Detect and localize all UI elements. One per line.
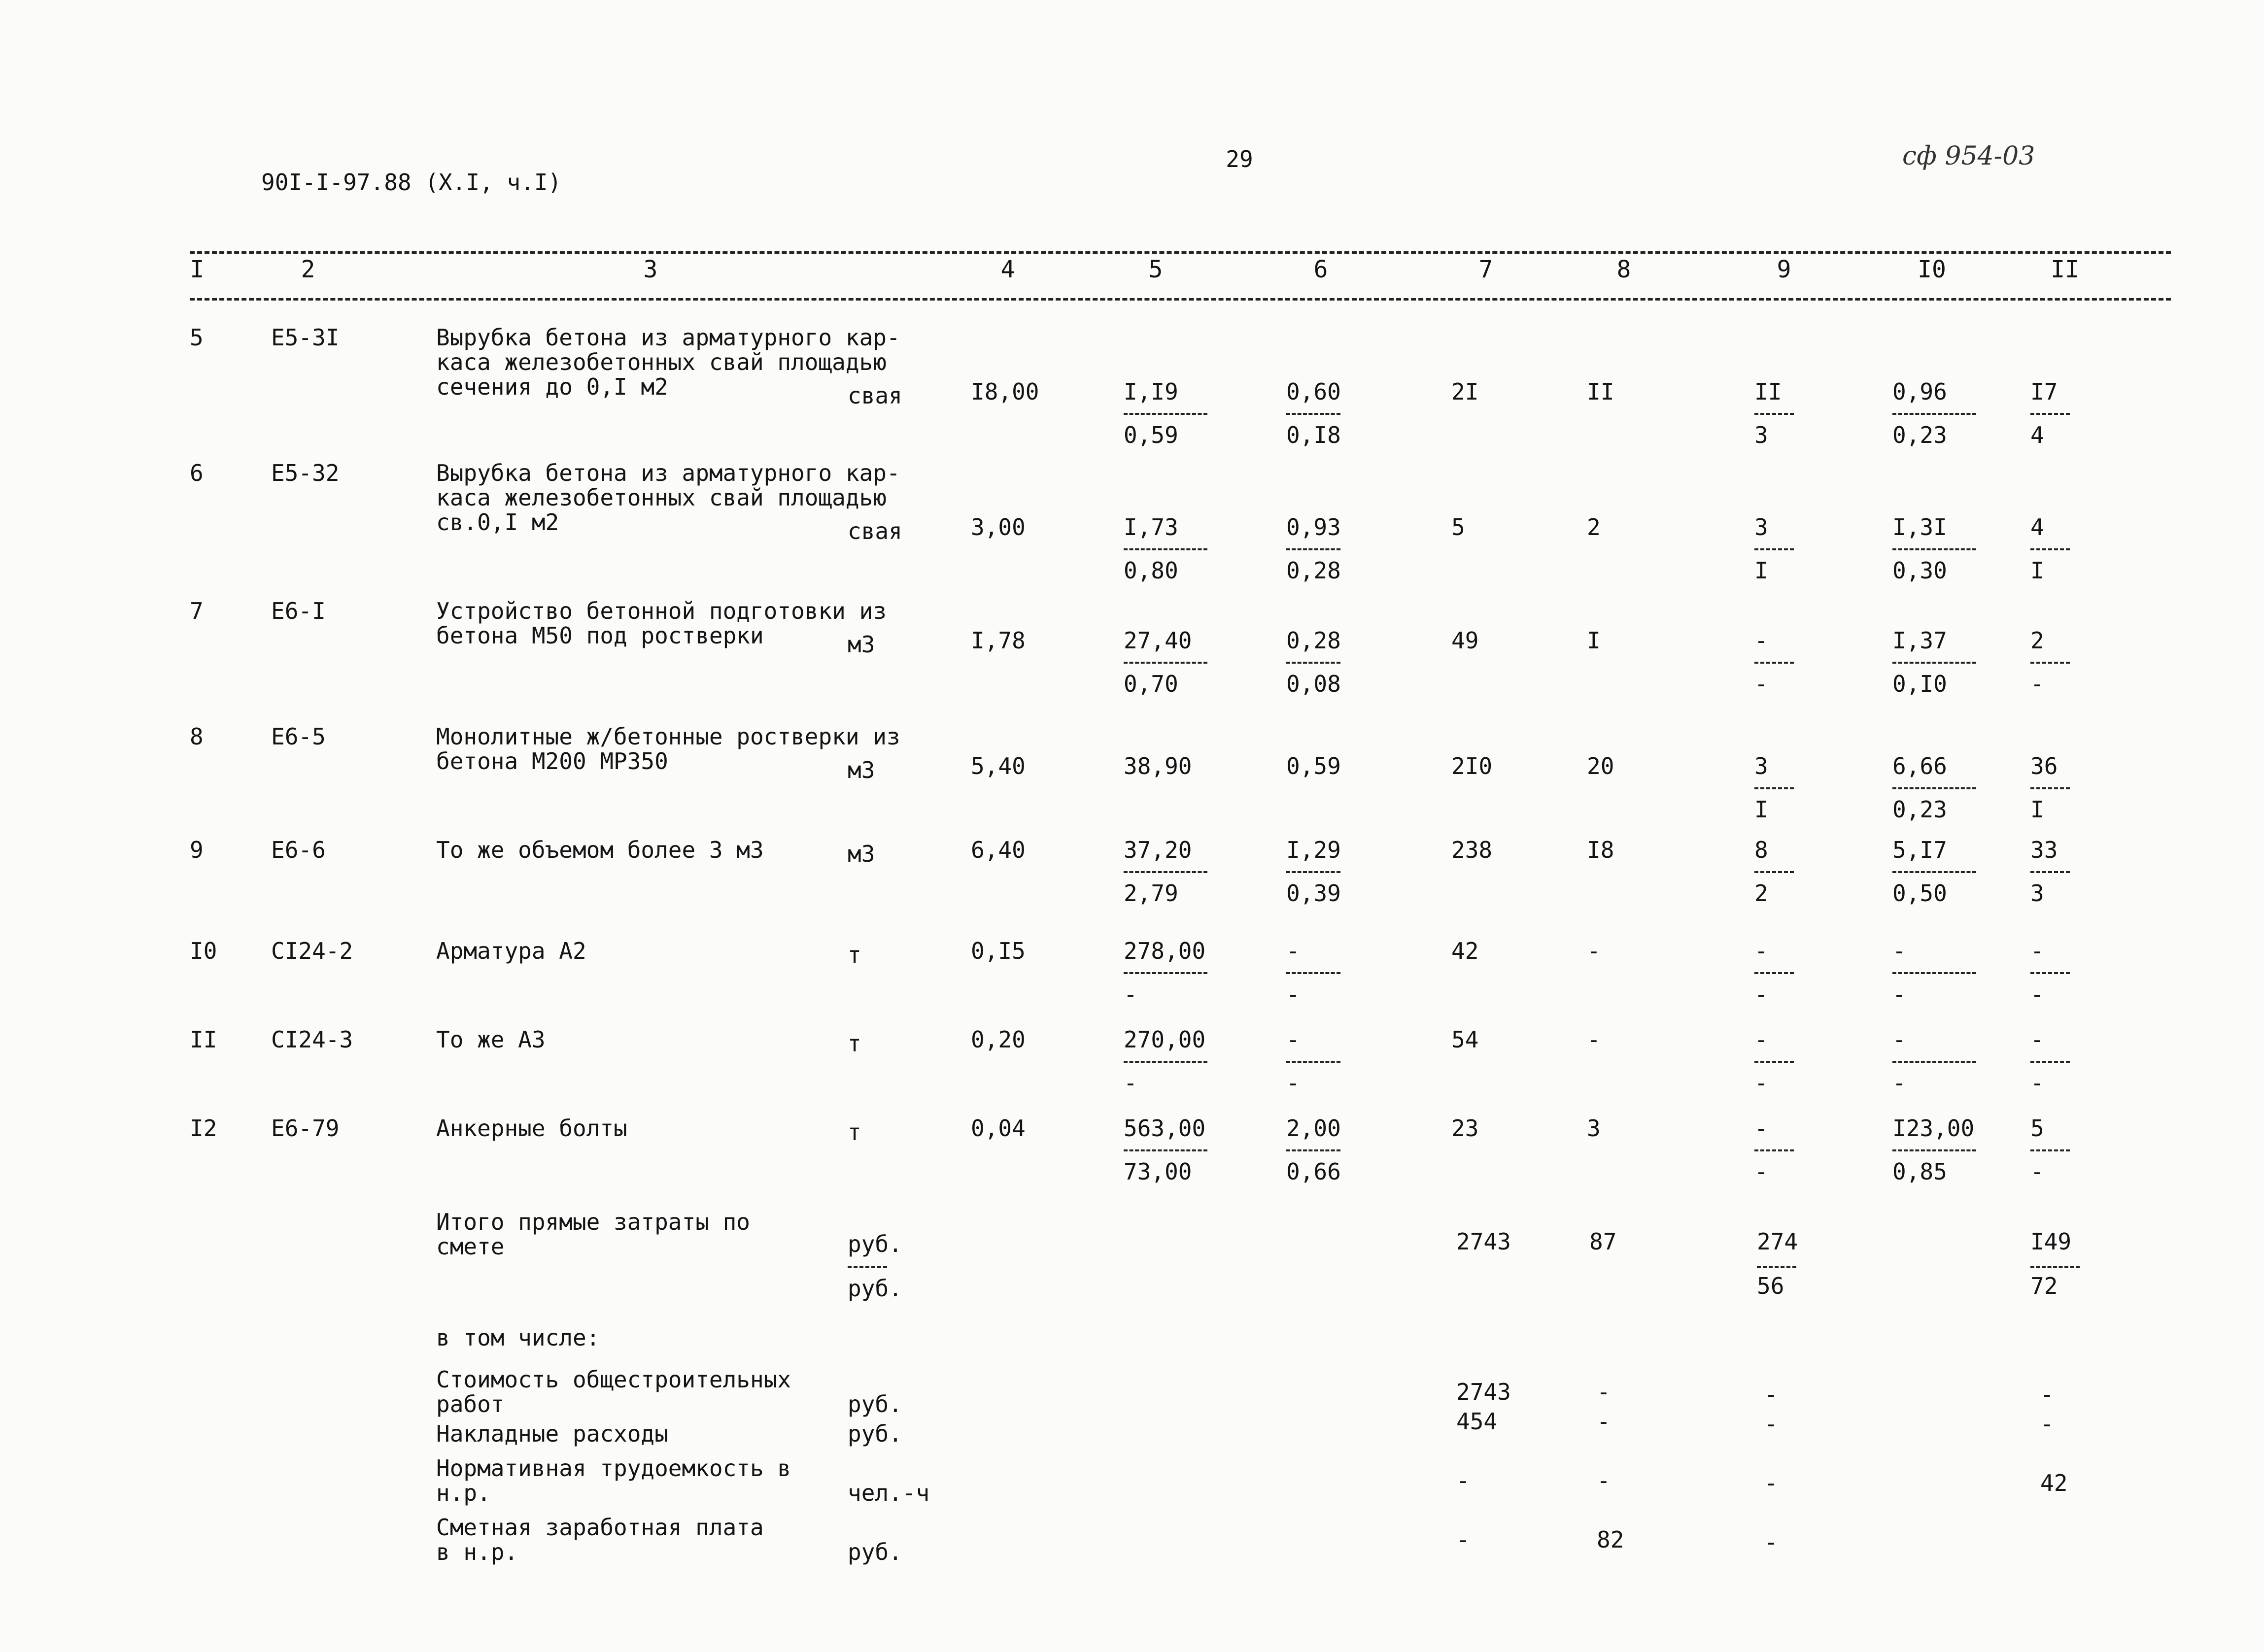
col7-value: 49 [1451, 627, 1479, 654]
c9-top-value: - [1754, 938, 1768, 964]
col7-value: 54 [1451, 1026, 1479, 1053]
summary-label: Стоимость общестроительных работ [436, 1366, 791, 1417]
unit: свая [848, 382, 902, 409]
c6-top-value: 2,00 [1286, 1115, 1341, 1142]
c10-top-value: - [1892, 1026, 1906, 1053]
c10-bottom-value: 0,I0 [1892, 671, 1947, 697]
c10-top-value: 6,66 [1892, 753, 1947, 779]
c5-bottom-value: - [1124, 1070, 1137, 1096]
unit: т [848, 1030, 861, 1057]
summary-col8: - [1597, 1408, 1611, 1435]
summary-label: Накладные расходы [436, 1420, 668, 1447]
c9-top-value: 3 [1754, 753, 1768, 779]
row-number: I0 [190, 938, 217, 964]
col-header: 8 [1616, 256, 1631, 283]
totals-col9-top: 274 [1757, 1228, 1798, 1255]
col8-value: I8 [1587, 837, 1614, 863]
fraction-bar [1286, 1061, 1340, 1063]
fraction-bar [1124, 662, 1207, 664]
fraction-bar [1892, 871, 1976, 873]
c11-top-value: 5 [2030, 1115, 2044, 1142]
fraction-bar [1124, 1061, 1207, 1063]
quantity: 0,04 [971, 1115, 1026, 1142]
fraction-bar [2030, 662, 2070, 664]
col8-value: II [1587, 378, 1614, 405]
col7-value: 2I0 [1451, 753, 1493, 779]
summary-col9: - [1764, 1529, 1778, 1555]
work-description: Монолитные ж/бетонные ростверки из бетона М200 МРЗ50 [436, 723, 900, 775]
fraction-bar [2030, 871, 2070, 873]
summary-col11: 42 [2040, 1470, 2068, 1496]
col7-value: 23 [1451, 1115, 1479, 1142]
fraction-bar [2030, 548, 2070, 550]
work-description: Устройство бетонной подготовки из бетона М50 под ростверки [436, 598, 887, 649]
c5-bottom-value: 0,80 [1124, 557, 1178, 584]
totals-col8: 87 [1589, 1228, 1617, 1255]
totals-col11-bottom: 72 [2030, 1273, 2058, 1299]
norm-code: Е6-I [271, 598, 326, 624]
totals-col9-bottom: 56 [1757, 1273, 1784, 1299]
c5-top-value: 278,00 [1124, 938, 1206, 964]
col-header: 3 [643, 256, 658, 283]
c10-top-value: 5,I7 [1892, 837, 1947, 863]
row-number: 6 [190, 460, 204, 486]
c5-bottom-value: 73,00 [1124, 1158, 1192, 1185]
c6-top-value: - [1286, 1026, 1300, 1053]
row-number: 7 [190, 598, 204, 624]
fraction-bar [1754, 662, 1794, 664]
c10-top-value: I,3I [1892, 514, 1947, 540]
c5-bottom-value: 2,79 [1124, 880, 1178, 907]
fraction-bar [1754, 1149, 1794, 1151]
c6-bottom-value: 0,28 [1286, 557, 1341, 584]
col-header: I [190, 256, 205, 283]
c11-top-value: - [2030, 1026, 2044, 1053]
row-number: 9 [190, 837, 204, 863]
fraction-bar [1124, 413, 1207, 415]
quantity: 6,40 [971, 837, 1026, 863]
fraction-bar [1286, 548, 1340, 550]
c10-bottom-value: - [1892, 1070, 1906, 1096]
summary-col7: - [1456, 1467, 1470, 1494]
col-header: 7 [1478, 256, 1493, 283]
fraction-bar [1892, 413, 1976, 415]
c11-top-value: - [2030, 938, 2044, 964]
c6-top-value: 0,28 [1286, 627, 1341, 654]
col-header: 6 [1313, 256, 1328, 283]
c11-bottom-value: 3 [2030, 880, 2044, 907]
unit: м3 [848, 841, 875, 867]
unit: м3 [848, 757, 875, 783]
c9-top-value: 8 [1754, 837, 1768, 863]
c11-top-value: 2 [2030, 627, 2044, 654]
fraction-bar [1286, 662, 1340, 664]
c9-bottom-value: - [1754, 1158, 1768, 1185]
c11-top-value: 4 [2030, 514, 2044, 540]
c5-top-value: 38,90 [1124, 753, 1192, 779]
c9-bottom-value: I [1754, 796, 1768, 823]
summary-col8: 82 [1597, 1526, 1624, 1553]
c6-top-value: 0,60 [1286, 378, 1341, 405]
c9-bottom-value: - [1754, 671, 1768, 697]
row-number: 5 [190, 324, 204, 351]
totals-col7: 2743 [1456, 1228, 1511, 1255]
summary-label: Сметная заработная плата в н.р. [436, 1514, 764, 1565]
quantity: 0,I5 [971, 938, 1026, 964]
norm-code: СI24-3 [271, 1026, 353, 1053]
fraction-bar [2030, 1149, 2070, 1151]
fraction-bar [1892, 548, 1976, 550]
c11-top-value: 36 [2030, 753, 2058, 779]
c6-top-value: I,29 [1286, 837, 1341, 863]
norm-code: Е5-32 [271, 460, 340, 486]
c6-bottom-value: 0,08 [1286, 671, 1341, 697]
summary-col8: - [1597, 1467, 1611, 1494]
row-number: 8 [190, 723, 204, 750]
work-description: Анкерные болты [436, 1115, 627, 1142]
fraction-bar [2030, 1061, 2070, 1063]
c11-bottom-value: 4 [2030, 422, 2044, 448]
c11-bottom-value: I [2030, 796, 2044, 823]
unit: т [848, 942, 861, 968]
fraction-bar [1892, 1061, 1976, 1063]
summary-col7: 2743 [1456, 1379, 1511, 1405]
table-top-rule [190, 251, 2171, 254]
c10-bottom-value: - [1892, 981, 1906, 1008]
c5-top-value: 563,00 [1124, 1115, 1206, 1142]
quantity: 3,00 [971, 514, 1026, 540]
col7-value: 5 [1451, 514, 1465, 540]
table-header-rule [190, 298, 2171, 301]
summary-col7: - [1456, 1526, 1470, 1553]
summary-col9: - [1764, 1411, 1778, 1437]
quantity: 5,40 [971, 753, 1026, 779]
quantity: I,78 [971, 627, 1026, 654]
c9-top-value: II [1754, 378, 1782, 405]
totals-unit: руб. [848, 1275, 902, 1302]
col7-value: 42 [1451, 938, 1479, 964]
summary-unit: чел.-ч [848, 1480, 930, 1506]
c11-bottom-value: - [2030, 981, 2044, 1008]
fraction-bar [1124, 972, 1207, 974]
quantity: 0,20 [971, 1026, 1026, 1053]
unit: т [848, 1119, 861, 1146]
quantity: I8,00 [971, 378, 1039, 405]
c6-bottom-value: 0,66 [1286, 1158, 1341, 1185]
fraction-bar [1754, 972, 1794, 974]
c9-bottom-value: I [1754, 557, 1768, 584]
work-description: То же А3 [436, 1026, 546, 1053]
page-number: 29 [1226, 146, 1253, 172]
totals-unit: руб. [848, 1231, 902, 1257]
col-header: 9 [1777, 256, 1791, 283]
col8-value: I [1587, 627, 1601, 654]
archive-stamp: сф 954-03 [1902, 141, 2035, 171]
c10-bottom-value: 0,23 [1892, 422, 1947, 448]
unit: м3 [848, 631, 875, 658]
norm-code: Е5-3I [271, 324, 340, 351]
c10-bottom-value: 0,30 [1892, 557, 1947, 584]
c10-top-value: I23,00 [1892, 1115, 1975, 1142]
c11-bottom-value: - [2030, 1070, 2044, 1096]
c6-bottom-value: 0,39 [1286, 880, 1341, 907]
col-header: 2 [301, 256, 315, 283]
fraction-bar [2030, 972, 2070, 974]
summary-col9: - [1764, 1381, 1778, 1408]
col7-value: 238 [1451, 837, 1493, 863]
c9-bottom-value: - [1754, 981, 1768, 1008]
c11-bottom-value: - [2030, 1158, 2044, 1185]
summary-col7: 454 [1456, 1408, 1498, 1435]
c6-bottom-value: - [1286, 981, 1300, 1008]
c9-top-value: - [1754, 627, 1768, 654]
fraction-bar [848, 1266, 887, 1268]
document-code: 90I-I-97.88 (X.I, ч.I) [261, 169, 562, 196]
c5-top-value: 37,20 [1124, 837, 1192, 863]
c6-top-value: 0,93 [1286, 514, 1341, 540]
work-description: Вырубка бетона из арматурного кар- каса железобетонных свай площадью сечения до 0,I м2 [436, 324, 900, 400]
c11-top-value: I7 [2030, 378, 2058, 405]
totals-col11-top: I49 [2030, 1228, 2072, 1255]
summary-unit: руб. [848, 1420, 902, 1447]
summary-label: Нормативная трудоемкость в н.р. [436, 1455, 791, 1506]
norm-code: Е6-79 [271, 1115, 340, 1142]
summary-col11: - [2040, 1381, 2054, 1408]
col-header: 4 [1000, 256, 1015, 283]
col8-value: 2 [1587, 514, 1601, 540]
norm-code: Е6-6 [271, 837, 326, 863]
c5-top-value: 270,00 [1124, 1026, 1206, 1053]
fraction-bar [2030, 1266, 2080, 1268]
c9-top-value: 3 [1754, 514, 1768, 540]
c5-top-value: 27,40 [1124, 627, 1192, 654]
fraction-bar [1892, 1149, 1976, 1151]
c9-top-value: - [1754, 1115, 1768, 1142]
fraction-bar [1754, 548, 1794, 550]
c6-top-value: 0,59 [1286, 753, 1341, 779]
norm-code: Е6-5 [271, 723, 326, 750]
c9-bottom-value: 3 [1754, 422, 1768, 448]
c6-top-value: - [1286, 938, 1300, 964]
fraction-bar [1124, 871, 1207, 873]
work-description: Арматура А2 [436, 938, 586, 964]
c5-bottom-value: - [1124, 981, 1137, 1008]
fraction-bar [1286, 1149, 1340, 1151]
fraction-bar [1124, 548, 1207, 550]
summary-col11: - [2040, 1411, 2054, 1437]
fraction-bar [1754, 871, 1794, 873]
fraction-bar [1757, 1266, 1796, 1268]
fraction-bar [2030, 413, 2070, 415]
c10-top-value: I,37 [1892, 627, 1947, 654]
c9-bottom-value: 2 [1754, 880, 1768, 907]
c5-bottom-value: 0,59 [1124, 422, 1178, 448]
c6-bottom-value: - [1286, 1070, 1300, 1096]
c10-top-value: 0,96 [1892, 378, 1947, 405]
summary-col8: - [1597, 1379, 1611, 1405]
col-header: II [2051, 256, 2079, 283]
c11-top-value: 33 [2030, 837, 2058, 863]
c5-bottom-value: 0,70 [1124, 671, 1178, 697]
work-description: То же объемом более 3 м3 [436, 837, 764, 863]
c9-bottom-value: - [1754, 1070, 1768, 1096]
col8-value: 3 [1587, 1115, 1601, 1142]
c10-top-value: - [1892, 938, 1906, 964]
work-description: Вырубка бетона из арматурного кар- каса железобетонных свай площадью св.0,I м2 [436, 460, 900, 536]
fraction-bar [1892, 972, 1976, 974]
fraction-bar [1124, 1149, 1207, 1151]
c11-bottom-value: I [2030, 557, 2044, 584]
fraction-bar [1286, 871, 1340, 873]
summary-unit: руб. [848, 1539, 902, 1565]
norm-code: СI24-2 [271, 938, 353, 964]
c10-bottom-value: 0,50 [1892, 880, 1947, 907]
totals-label: Итого прямые затраты по смете [436, 1209, 750, 1260]
summary-col9: - [1764, 1470, 1778, 1496]
col-header: 5 [1148, 256, 1163, 283]
fraction-bar [1892, 662, 1976, 664]
col8-value: 20 [1587, 753, 1614, 779]
row-number: I2 [190, 1115, 217, 1142]
col-header: I0 [1918, 256, 1946, 283]
fraction-bar [1754, 787, 1794, 789]
fraction-bar [1754, 1061, 1794, 1063]
c5-top-value: I,I9 [1124, 378, 1178, 405]
included-label: в том числе: [436, 1324, 600, 1351]
col7-value: 2I [1451, 378, 1479, 405]
unit: свая [848, 518, 902, 544]
c10-bottom-value: 0,85 [1892, 1158, 1947, 1185]
col8-value: - [1587, 1026, 1601, 1053]
fraction-bar [1754, 413, 1794, 415]
col8-value: - [1587, 938, 1601, 964]
c6-bottom-value: 0,I8 [1286, 422, 1341, 448]
fraction-bar [1286, 972, 1340, 974]
summary-unit: руб. [848, 1391, 902, 1417]
fraction-bar [2030, 787, 2070, 789]
fraction-bar [1892, 787, 1976, 789]
row-number: II [190, 1026, 217, 1053]
c10-bottom-value: 0,23 [1892, 796, 1947, 823]
c9-top-value: - [1754, 1026, 1768, 1053]
c5-top-value: I,73 [1124, 514, 1178, 540]
c11-bottom-value: - [2030, 671, 2044, 697]
fraction-bar [1286, 413, 1340, 415]
